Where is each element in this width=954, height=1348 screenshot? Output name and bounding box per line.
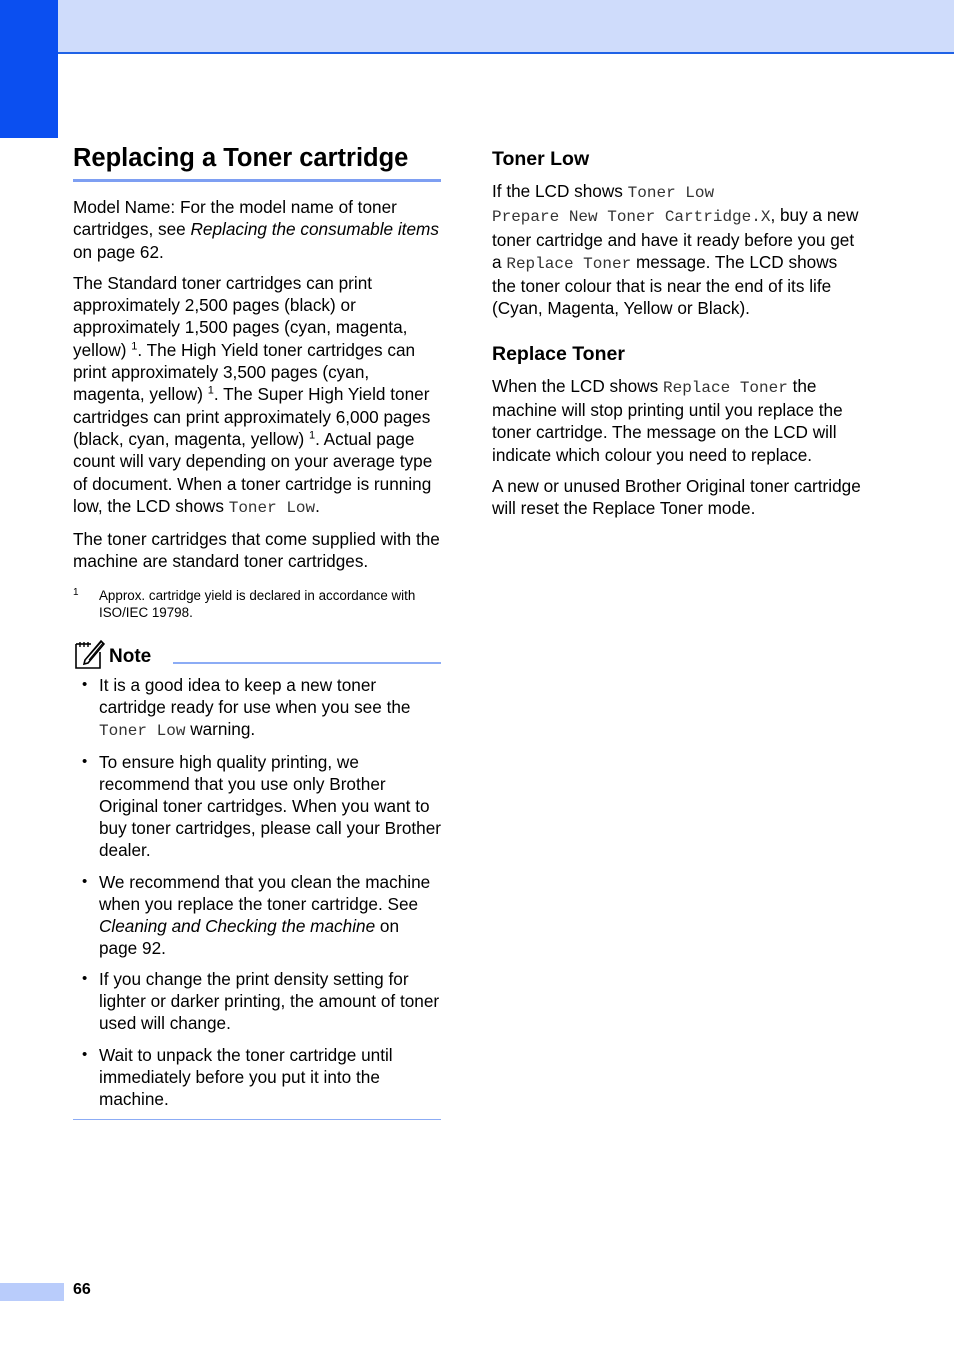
- note-list: [73, 674, 441, 1110]
- lcd-message: Replace Toner: [663, 378, 788, 397]
- lcd-message: Prepare New Toner Cartridge.X: [492, 208, 771, 227]
- page-number: 66: [73, 1281, 91, 1298]
- link-cleaning-checking[interactable]: Cleaning and Checking the machine: [99, 915, 376, 936]
- chapter-tab: [0, 0, 58, 138]
- yield-paragraph: The Standard toner cartridges can print approximately 2,500 pages (black) or approximately 1,500 pages (cyan, magenta, yellow) $^1$. The High Yield toner cartridges can print approximately 3,500 pages (cyan, magenta, yellow) $^1$. The Super High Yield toner cartridges can print approximately 6,000 pages (black, cyan, magenta, yellow) $^1$. Actual page count will vary depending on your average type of document. When a toner cartridge is running low, the LCD shows Toner Low.: [73, 272, 433, 517]
- right-column: [492, 140, 864, 520]
- footer-band: [0, 1283, 64, 1301]
- left-column: [73, 140, 441, 1120]
- model-name-paragraph: Model Name: For the model name of toner cartridges, see Replacing the consumable items on page 62.: [73, 197, 439, 262]
- footnote-ref[interactable]: 1: [308, 429, 316, 442]
- section-heading-replace-toner: Replace Toner: [492, 342, 625, 365]
- supplied-cartridges-paragraph: The toner cartridges that come supplied with the machine are standard toner cartridges.: [73, 529, 440, 572]
- lcd-message: Toner Low: [99, 721, 186, 740]
- reset-paragraph: A new or unused Brother Original toner cartridge will reset the Replace Toner mode.: [492, 475, 861, 519]
- footnote: [73, 587, 441, 622]
- footnote-ref[interactable]: 1: [131, 340, 138, 353]
- link-replacing-consumables[interactable]: Replacing the consumable items: [190, 219, 439, 240]
- footnote-text: Approx. cartridge yield is declared in accordance with ISO/IEC 19798.: [99, 587, 416, 621]
- note-end-rule: [73, 1119, 441, 1120]
- lcd-message: Toner Low: [228, 498, 316, 517]
- header-band: [58, 0, 954, 54]
- page-title: Replacing a Toner cartridge: [73, 140, 441, 182]
- list-item: • To ensure high quality printing, we recommend that you use only Brother Original toner cartridges. When you want to buy toner cartridges, please call your Brother dealer.: [73, 751, 441, 861]
- list-item: • Wait to unpack the toner cartridge until immediately before you put it into the machine.: [73, 1044, 441, 1110]
- lcd-message: Toner Low: [627, 184, 715, 202]
- section-heading-toner-low: Toner Low: [492, 148, 590, 170]
- footnote-ref[interactable]: 1: [207, 384, 214, 397]
- note-rule: [173, 662, 441, 664]
- footnote-number: 1: [73, 586, 79, 598]
- note-header: [73, 636, 441, 670]
- note-label: Note: [109, 645, 152, 667]
- lcd-message: Replace Toner: [506, 254, 632, 273]
- list-item: • It is a good idea to keep a new toner cartridge ready for use when you see the Toner Low warning.: [73, 674, 441, 742]
- replace-toner-paragraph: When the LCD shows Replace Toner the machine will stop printing until you replace the toner cartridge. The message on the LCD will indicate which colour you need to replace.: [492, 375, 843, 465]
- note-pencil-icon: [73, 638, 105, 670]
- list-item: • If you change the print density setting for lighter or darker printing, the amount of toner used will change.: [73, 968, 441, 1034]
- list-item: • We recommend that you clean the machine when you replace the toner cartridge. See Cleaning and Checking the machine on page 92.: [73, 871, 441, 959]
- toner-low-paragraph: If the LCD shows Toner Low Prepare New Toner Cartridge.X, buy a new toner cartridge and have it ready before you get a Replace Toner message. The LCD shows the toner colour that is near the end of its life (Cyan, Magenta, Yellow or Black).: [492, 181, 859, 319]
